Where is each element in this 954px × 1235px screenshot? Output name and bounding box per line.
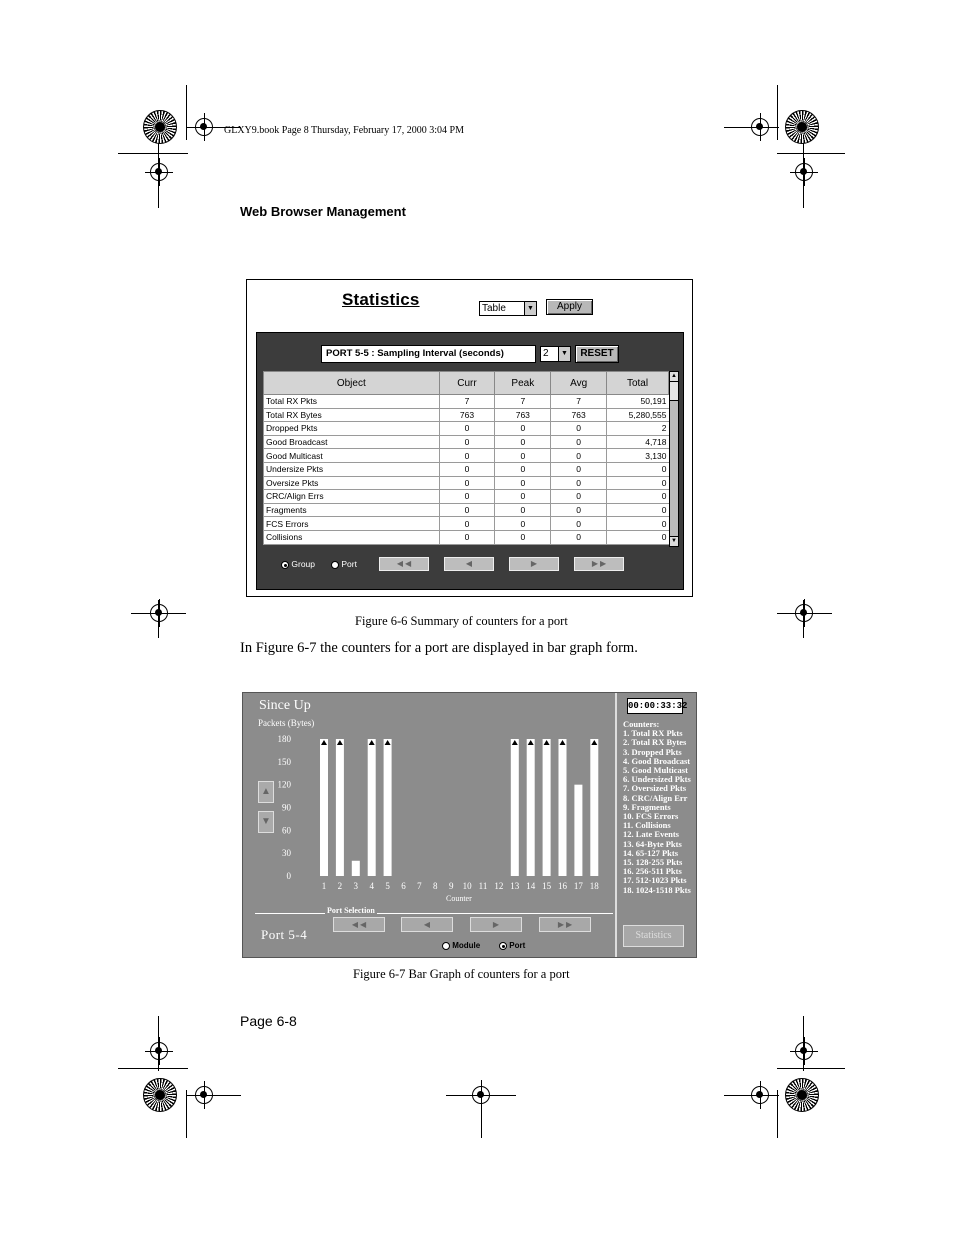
registration-star-icon [785, 1078, 819, 1112]
x-tick-label: 8 [433, 881, 438, 891]
row-object-cell: Oversize Pkts [264, 476, 440, 490]
row-value-cell: 763 [439, 408, 495, 422]
registration-target-icon [751, 1086, 769, 1104]
module-radio-label: Module [452, 941, 481, 950]
chevron-down-icon: ▼ [524, 302, 536, 315]
registration-target-icon [195, 1086, 213, 1104]
table-row [264, 517, 669, 531]
registration-target-icon [195, 118, 213, 136]
bar [590, 739, 598, 876]
legend-item: 4. Good Broadcast [623, 755, 691, 766]
row-object-cell: Good Multicast [264, 449, 440, 463]
row-value-cell: 0 [607, 490, 669, 504]
legend-item: 6. Undersized Pkts [623, 774, 691, 785]
bar [559, 739, 567, 876]
table-row [264, 435, 669, 449]
registration-star-icon [785, 110, 819, 144]
table-row [264, 530, 669, 544]
legend-item: 9. Fragments [623, 801, 671, 812]
page-number: Page 6-8 [240, 1013, 297, 1029]
row-value-cell: 0 [551, 462, 607, 476]
y-axis-label: Packets (Bytes) [258, 718, 315, 728]
last-port-button[interactable]: ▶ ▶ [539, 917, 591, 932]
row-object-cell: FCS Errors [264, 517, 440, 531]
registration-target-icon [150, 1042, 168, 1060]
legend-item: 18. 1024-1518 Pkts [623, 884, 691, 895]
x-tick-label: 17 [573, 881, 583, 891]
registration-target-icon [795, 163, 813, 181]
port-interval-label: PORT 5-5 : Sampling Interval (seconds) [321, 345, 536, 363]
column-header: Avg [551, 372, 607, 395]
table-row [264, 503, 669, 517]
bar [574, 785, 582, 876]
legend-item: 14. 65-127 Pkts [623, 847, 679, 858]
y-tick-label: 30 [282, 848, 291, 859]
legend-item: 3. Dropped Pkts [623, 746, 682, 757]
row-value-cell: 0 [439, 490, 495, 504]
x-tick-label: 1 [321, 881, 327, 891]
column-header: Curr [439, 372, 495, 395]
statistics-table-figure [246, 279, 693, 597]
interval-select[interactable] [540, 346, 571, 362]
row-value-cell: 0 [607, 530, 669, 544]
row-value-cell: 0 [607, 503, 669, 517]
row-value-cell: 0 [439, 422, 495, 436]
statistics-button[interactable]: Statistics [623, 925, 684, 947]
legend-item: 1. Total RX Pkts [623, 728, 683, 739]
scroll-up-icon[interactable]: ▲ [670, 372, 678, 382]
row-value-cell: 5,280,555 [607, 408, 669, 422]
row-value-cell: 0 [439, 476, 495, 490]
y-tick-label: 90 [282, 802, 291, 813]
row-value-cell: 0 [551, 435, 607, 449]
x-tick-label: 14 [526, 881, 536, 891]
scroll-up-arrow-icon[interactable]: ▲ [258, 781, 274, 803]
row-object-cell: Total RX Pkts [264, 395, 440, 409]
column-header: Object [264, 372, 440, 395]
group-radio-label: Group [291, 559, 315, 569]
registration-target-icon [751, 118, 769, 136]
row-object-cell: Good Broadcast [264, 435, 440, 449]
row-object-cell: Dropped Pkts [264, 422, 440, 436]
table-row [264, 395, 669, 409]
body-paragraph: In Figure 6-7 the counters for a port are displayed in bar graph form. [240, 640, 638, 656]
counter-table [263, 371, 669, 545]
row-value-cell: 0 [495, 476, 551, 490]
next-port-button[interactable]: ▶ [470, 917, 522, 932]
radio-unselected-icon [331, 561, 339, 569]
legend-item: 5. Good Multicast [623, 765, 688, 776]
uptime-timer: 00:00:33:32 [627, 698, 683, 714]
x-tick-label: 13 [510, 881, 520, 891]
row-value-cell: 0 [495, 449, 551, 463]
row-value-cell: 0 [495, 503, 551, 517]
bar [527, 739, 535, 876]
port-radio[interactable] [499, 941, 525, 950]
x-tick-label: 3 [353, 881, 359, 891]
counter-panel [256, 332, 684, 590]
row-value-cell: 0 [439, 503, 495, 517]
legend-item: 17. 512-1023 Pkts [623, 875, 687, 886]
row-object-cell: Total RX Bytes [264, 408, 440, 422]
x-tick-label: 7 [417, 881, 422, 891]
column-header: Peak [495, 372, 551, 395]
row-object-cell: Collisions [264, 530, 440, 544]
bar [352, 861, 360, 876]
row-value-cell: 0 [439, 517, 495, 531]
port-radio-label: Port [509, 941, 526, 950]
x-axis-label: Counter [446, 894, 472, 903]
view-select[interactable] [479, 301, 537, 316]
figure-66-caption: Figure 6-6 Summary of counters for a port [355, 614, 568, 628]
registration-star-icon [143, 1078, 177, 1112]
y-tick-label: 60 [282, 825, 291, 836]
scroll-down-arrow-icon[interactable]: ▼ [258, 811, 274, 833]
legend-title: Counters: [623, 719, 660, 729]
first-port-button[interactable]: ◀ ◀ [333, 917, 385, 932]
legend-item: 8. CRC/Align Err [623, 792, 688, 803]
last-page-button[interactable]: ▶ ▶ [574, 557, 624, 571]
row-object-cell: Fragments [264, 503, 440, 517]
table-row [264, 408, 669, 422]
row-value-cell: 0 [551, 530, 607, 544]
legend-item: 12. Late Events [623, 829, 679, 840]
row-value-cell: 50,191 [607, 395, 669, 409]
x-tick-label: 16 [558, 881, 567, 891]
bar [543, 739, 551, 876]
x-tick-label: 11 [478, 881, 488, 891]
table-row [264, 462, 669, 476]
table-row [264, 422, 669, 436]
port-label: Port 5-4 [261, 927, 308, 942]
group-radio[interactable] [281, 559, 315, 569]
registration-target-icon [472, 1086, 490, 1104]
module-radio[interactable] [442, 941, 480, 950]
scroll-thumb[interactable] [670, 382, 678, 401]
reset-button[interactable]: RESET [575, 345, 619, 363]
legend-item: 7. Oversized Pkts [623, 783, 687, 794]
scroll-down-icon[interactable]: ▼ [671, 538, 677, 544]
table-row [264, 449, 669, 463]
legend-item: 2. Total RX Bytes [623, 737, 687, 748]
panel-divider [615, 693, 617, 957]
row-value-cell: 0 [495, 422, 551, 436]
table-row [264, 476, 669, 490]
registration-target-icon [150, 163, 168, 181]
row-object-cell: CRC/Align Errs [264, 490, 440, 504]
x-tick-label: 12 [494, 881, 504, 891]
view-select-value: Table [482, 303, 506, 314]
table-scrollbar[interactable] [669, 371, 679, 547]
row-value-cell: 0 [439, 530, 495, 544]
x-tick-label: 15 [542, 881, 552, 891]
row-value-cell: 4,718 [607, 435, 669, 449]
legend-item: 16. 256-511 Pkts [623, 866, 682, 877]
row-value-cell: 0 [607, 462, 669, 476]
registration-target-icon [150, 604, 168, 622]
port-radio[interactable] [331, 559, 357, 569]
bar [320, 739, 328, 876]
first-page-button[interactable]: ◀ ◀ [379, 557, 429, 571]
figure-67-caption: Figure 6-7 Bar Graph of counters for a port [353, 967, 570, 981]
table-header-row [264, 372, 669, 395]
legend-item: 13. 64-Byte Pkts [623, 838, 682, 849]
row-value-cell: 0 [495, 530, 551, 544]
bar [336, 739, 344, 876]
port-radio-label: Port [341, 559, 357, 569]
y-tick-label: 150 [277, 756, 291, 767]
bar [511, 739, 519, 876]
y-tick-label: 0 [286, 871, 291, 881]
x-tick-label: 9 [448, 881, 454, 891]
registration-target-icon [795, 604, 813, 622]
row-value-cell: 3,130 [607, 449, 669, 463]
row-value-cell: 7 [495, 395, 551, 409]
section-rule [255, 913, 613, 914]
y-tick-label: 180 [277, 734, 291, 744]
row-value-cell: 0 [551, 422, 607, 436]
registration-target-icon [795, 1042, 813, 1060]
row-value-cell: 0 [495, 462, 551, 476]
registration-star-icon [143, 110, 177, 144]
x-tick-label: 18 [589, 881, 599, 891]
row-value-cell: 0 [551, 476, 607, 490]
column-header: Total [607, 372, 669, 395]
y-tick-label: 120 [277, 779, 291, 790]
next-page-button[interactable]: ▶ [509, 557, 559, 571]
row-value-cell: 763 [495, 408, 551, 422]
port-selection-label: Port Selection [327, 906, 375, 915]
statistics-title: Statistics [342, 290, 420, 309]
row-value-cell: 0 [607, 476, 669, 490]
radio-selected-icon [499, 942, 507, 950]
x-tick-label: 2 [337, 881, 343, 891]
interval-select-value: 2 [543, 348, 549, 359]
row-value-cell: 0 [439, 435, 495, 449]
bar [384, 739, 392, 876]
since-up-heading: Since Up [259, 698, 311, 713]
x-tick-label: 6 [401, 881, 406, 891]
row-value-cell: 763 [551, 408, 607, 422]
row-object-cell: Undersize Pkts [264, 462, 440, 476]
row-value-cell: 0 [495, 517, 551, 531]
print-line: GLXY9.book Page 8 Thursday, February 17, 2000 3:04 PM [224, 125, 464, 136]
apply-button[interactable]: Apply [546, 299, 593, 315]
previous-port-button[interactable]: ◀ [401, 917, 453, 932]
row-value-cell: 0 [439, 462, 495, 476]
legend-item: 10. FCS Errors [623, 811, 679, 822]
x-tick-label: 5 [385, 881, 390, 891]
radio-unselected-icon [442, 942, 450, 950]
x-tick-label: 10 [462, 881, 472, 891]
row-value-cell: 0 [495, 490, 551, 504]
x-tick-label: 4 [369, 881, 374, 891]
row-value-cell: 2 [607, 422, 669, 436]
bar-graph-figure [242, 692, 697, 958]
row-value-cell: 0 [551, 449, 607, 463]
bar-chart [243, 693, 615, 908]
row-value-cell: 0 [551, 490, 607, 504]
legend-item: 11. Collisions [623, 820, 671, 831]
row-value-cell: 7 [439, 395, 495, 409]
row-value-cell: 0 [495, 435, 551, 449]
legend-item: 15. 128-255 Pkts [623, 857, 683, 868]
bar [368, 739, 376, 876]
row-value-cell: 7 [551, 395, 607, 409]
chevron-down-icon: ▼ [558, 347, 570, 361]
row-value-cell: 0 [551, 517, 607, 531]
table-row [264, 490, 669, 504]
row-value-cell: 0 [607, 517, 669, 531]
running-head: Web Browser Management [240, 204, 406, 219]
counter-legend [623, 720, 691, 895]
row-value-cell: 0 [551, 503, 607, 517]
row-value-cell: 0 [439, 449, 495, 463]
radio-selected-icon [281, 561, 289, 569]
previous-page-button[interactable]: ◀ [444, 557, 494, 571]
